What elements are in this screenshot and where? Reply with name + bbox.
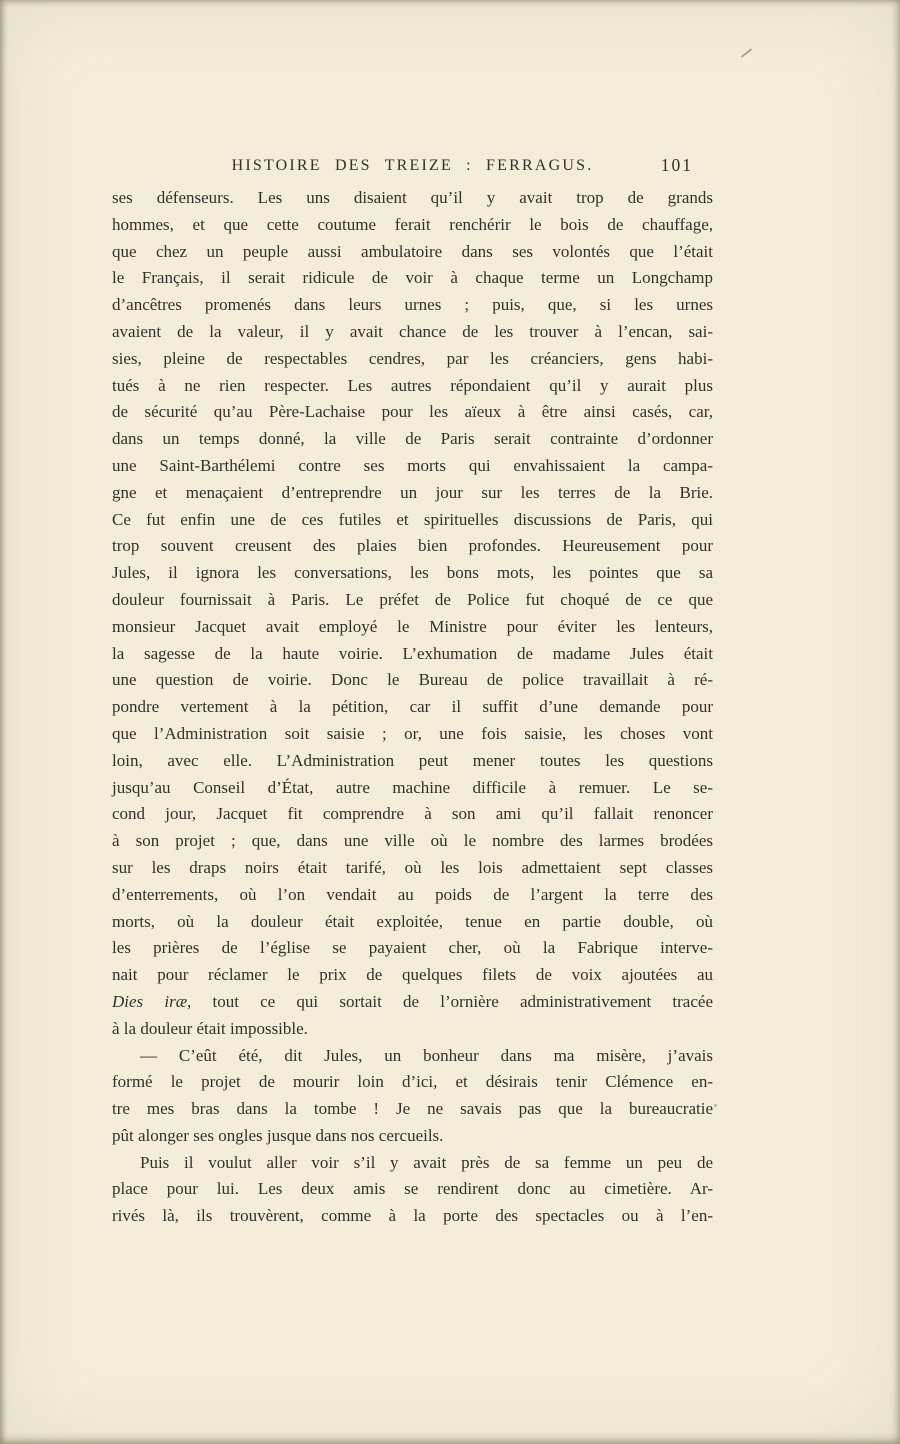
text-line: Puis il voulut aller voir s’il y avait près de sa femme un peu de xyxy=(140,1152,713,1172)
text-line: sies, pleine de respectables cendres, par les créanciers, gens habi- xyxy=(112,348,713,368)
body-text xyxy=(112,185,713,1230)
text-line: que l’Administration soit saisie ; or, une fois saisie, les choses vont xyxy=(112,723,713,743)
text-line: pondre vertement à la pétition, car il suffit d’une demande pour xyxy=(112,697,713,717)
text-line: place pour lui. Les deux amis se rendirent donc au cimetière. Ar- xyxy=(112,1179,713,1199)
text-line: monsieur Jacquet avait employé le Ministre pour éviter les lenteurs, xyxy=(112,616,713,636)
text-line: formé le projet de mourir loin d’ici, et désirais tenir Clémence en- xyxy=(112,1072,713,1092)
text-line: douleur fournissait à Paris. Le préfet de Police fut choqué de ce que xyxy=(112,589,713,609)
text-line: dans un temps donné, la ville de Paris serait contrainte d’ordonner xyxy=(112,429,713,449)
text-line: d’ancêtres promenés dans leurs urnes ; puis, que, si les urnes xyxy=(112,295,713,315)
text-line: sur les draps noirs était tarifé, où les lois admettaient sept classes xyxy=(112,857,713,877)
text-line: la sagesse de la haute voirie. L’exhumation de madame Jules était xyxy=(112,643,713,663)
text-line: gne et menaçaient d’entreprendre un jour sur les terres de la Brie. xyxy=(112,482,713,502)
text-line: nait pour réclamer le prix de quelques filets de voix ajoutées au xyxy=(112,965,713,985)
text-line: que chez un peuple aussi ambulatoire dans ses volontés que l’était xyxy=(112,241,713,261)
text-line: morts, où la douleur était exploitée, tenue en partie double, où xyxy=(112,911,713,931)
text-line: Jules, il ignora les conversations, les bons mots, les pointes que sa xyxy=(112,563,713,583)
text-line: Ce fut enfin une de ces futiles et spirituelles discussions de Paris, qui xyxy=(112,509,713,529)
text-line: à son projet ; que, dans une ville où le nombre des larmes brodées xyxy=(112,831,713,851)
text-line: d’enterrements, où l’on vendait au poids de l’argent la terre des xyxy=(112,884,713,904)
scan-artifact xyxy=(741,48,752,58)
text-line: une Saint-Barthélemi contre ses morts qui envahissaient la campa- xyxy=(112,455,713,475)
running-header xyxy=(112,157,713,175)
page-number: 101 xyxy=(660,155,693,175)
italic-phrase: Dies iræ, xyxy=(112,991,192,1011)
text-line xyxy=(112,989,713,1016)
text-line: tués à ne rien respecter. Les autres répondaient qu’il y aurait plus xyxy=(112,375,713,395)
text-line: ses défenseurs. Les uns disaient qu’il y avait trop de grands xyxy=(112,188,713,207)
text-line: cond jour, Jacquet fit comprendre à son ami qu’il fallait renoncer xyxy=(112,804,713,824)
text-line: loin, avec elle. L’Administration peut mener toutes les questions xyxy=(112,750,713,770)
text-line: hommes, et que cette coutume ferait renchérir le bois de chauffage, xyxy=(112,214,713,234)
text-line: trop souvent creusent des plaies bien profondes. Heureusement pour xyxy=(112,536,713,556)
text-line: les prières de l’église se payaient cher, où la Fabrique interve- xyxy=(112,938,713,958)
chapter-title: HISTOIRE DES TREIZE : FERRAGUS. xyxy=(231,157,594,174)
text-segment: tout ce qui sortait de l’ornière administrativement tracée xyxy=(191,991,713,1011)
text-line: une question de voirie. Donc le Bureau de police travaillait à ré- xyxy=(112,670,713,690)
scan-artifact xyxy=(714,1104,717,1107)
text-line: à la douleur était impossible. xyxy=(112,1018,308,1038)
text-line: pût alonger ses ongles jusque dans nos cercueils. xyxy=(112,1125,444,1145)
text-line: le Français, il serait ridicule de voir à chaque terme un Longchamp xyxy=(112,268,713,288)
text-line: tre mes bras dans la tombe ! Je ne savais pas que la bureaucratie xyxy=(112,1099,713,1119)
text-line: rivés là, ils trouvèrent, comme à la porte des spectacles ou à l’en- xyxy=(112,1206,713,1226)
text-line: — C’eût été, dit Jules, un bonheur dans ma misère, j’avais xyxy=(140,1045,713,1065)
text-line: de sécurité qu’au Père-Lachaise pour les aïeux à être ainsi casés, car, xyxy=(112,402,713,422)
text-line: jusqu’au Conseil d’État, autre machine difficile à remuer. Le se- xyxy=(112,777,713,797)
text-line: avaient de la valeur, il y avait chance de les trouver à l’encan, sai- xyxy=(112,321,713,341)
